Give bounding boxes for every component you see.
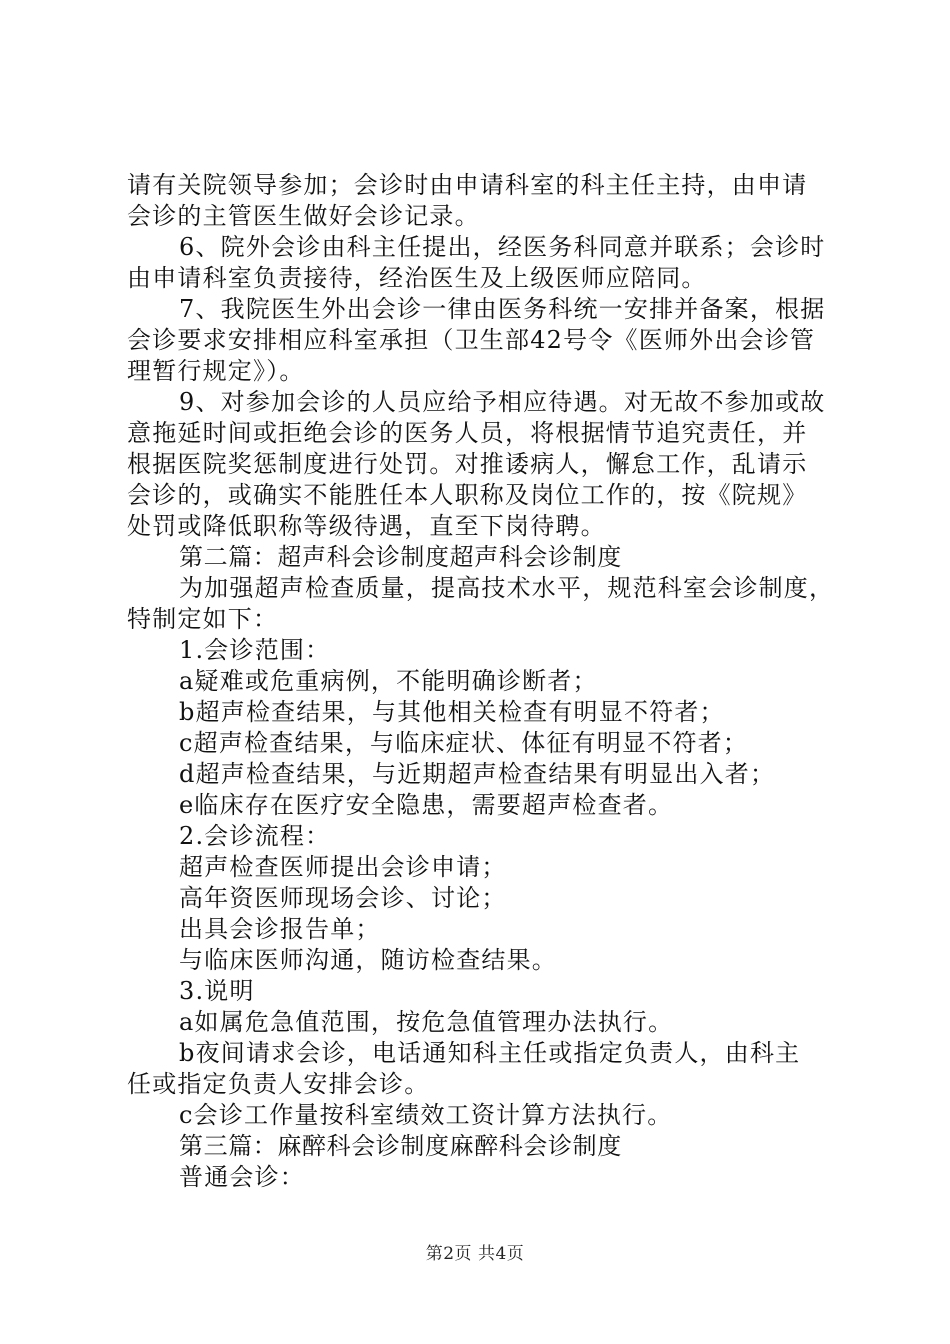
text-line: 处罚或降低职称等级待遇，直至下岗待聘。 (127, 512, 606, 540)
page-number-footer: 第2页 共4页 (425, 1244, 525, 1264)
list-item: 与临床医师沟通，随访检查结果。 (179, 946, 557, 974)
subsection-heading: 3.说明 (179, 977, 255, 1005)
document-body (127, 170, 835, 1193)
text-line: 根据医院奖惩制度进行处罚。对推诿病人，懈怠工作，乱请示 (127, 450, 808, 478)
text-line: 7、我院医生外出会诊一律由医务科统一安排并备案，根据 (179, 295, 826, 323)
list-item: 出具会诊报告单； (179, 915, 381, 943)
text-line: 普通会诊： (179, 1163, 305, 1191)
subsection-heading: 1.会诊范围： (179, 636, 331, 664)
list-item: 高年资医师现场会诊、讨论； (179, 884, 507, 912)
text-line: 会诊要求安排相应科室承担（卫生部42号令《医师外出会诊管 (127, 326, 816, 354)
section-heading: 第二篇：超声科会诊制度超声科会诊制度 (179, 543, 622, 571)
text-line: 9、对参加会诊的人员应给予相应待遇。对无故不参加或故 (179, 388, 826, 416)
text-line: 会诊的，或确实不能胜任本人职称及岗位工作的，按《院规》 (127, 481, 808, 509)
text-line: 特制定如下： (127, 605, 279, 633)
text-line: 由申请科室负责接待，经治医生及上级医师应陪同。 (127, 264, 707, 292)
text-line: 意拖延时间或拒绝会诊的医务人员，将根据情节追究责任，并 (127, 419, 808, 447)
text-line: 请有关院领导参加；会诊时由申请科室的科主任主持，由申请 (127, 171, 808, 199)
section-heading: 第三篇：麻醉科会诊制度麻醉科会诊制度 (179, 1132, 622, 1160)
text-line: 为加强超声检查质量，提高技术水平，规范科室会诊制度， (179, 574, 835, 602)
list-item: 超声检查医师提出会诊申请； (179, 853, 507, 881)
list-item: e临床存在医疗安全隐患，需要超声检查者。 (179, 791, 674, 819)
list-item: a疑难或危重病例，不能明确诊断者； (179, 667, 598, 695)
text-line: 6、院外会诊由科主任提出，经医务科同意并联系；会诊时 (179, 233, 826, 261)
list-item: b超声检查结果，与其他相关检查有明显不符者； (179, 698, 725, 726)
text-line: 理暂行规定》）。 (127, 357, 305, 385)
list-item: c会诊工作量按科室绩效工资计算方法执行。 (179, 1101, 673, 1129)
text-line: 会诊的主管医生做好会诊记录。 (127, 202, 480, 230)
list-item: b夜间请求会诊，电话通知科主任或指定负责人，由科主 (179, 1039, 801, 1067)
list-item: a如属危急值范围，按危急值管理办法执行。 (179, 1008, 674, 1036)
list-item: d超声检查结果，与近期超声检查结果有明显出入者； (179, 760, 776, 788)
list-item: c超声检查结果，与临床症状、体征有明显不符者； (179, 729, 749, 757)
text-line: 任或指定负责人安排会诊。 (127, 1070, 430, 1098)
subsection-heading: 2.会诊流程： (179, 822, 331, 850)
